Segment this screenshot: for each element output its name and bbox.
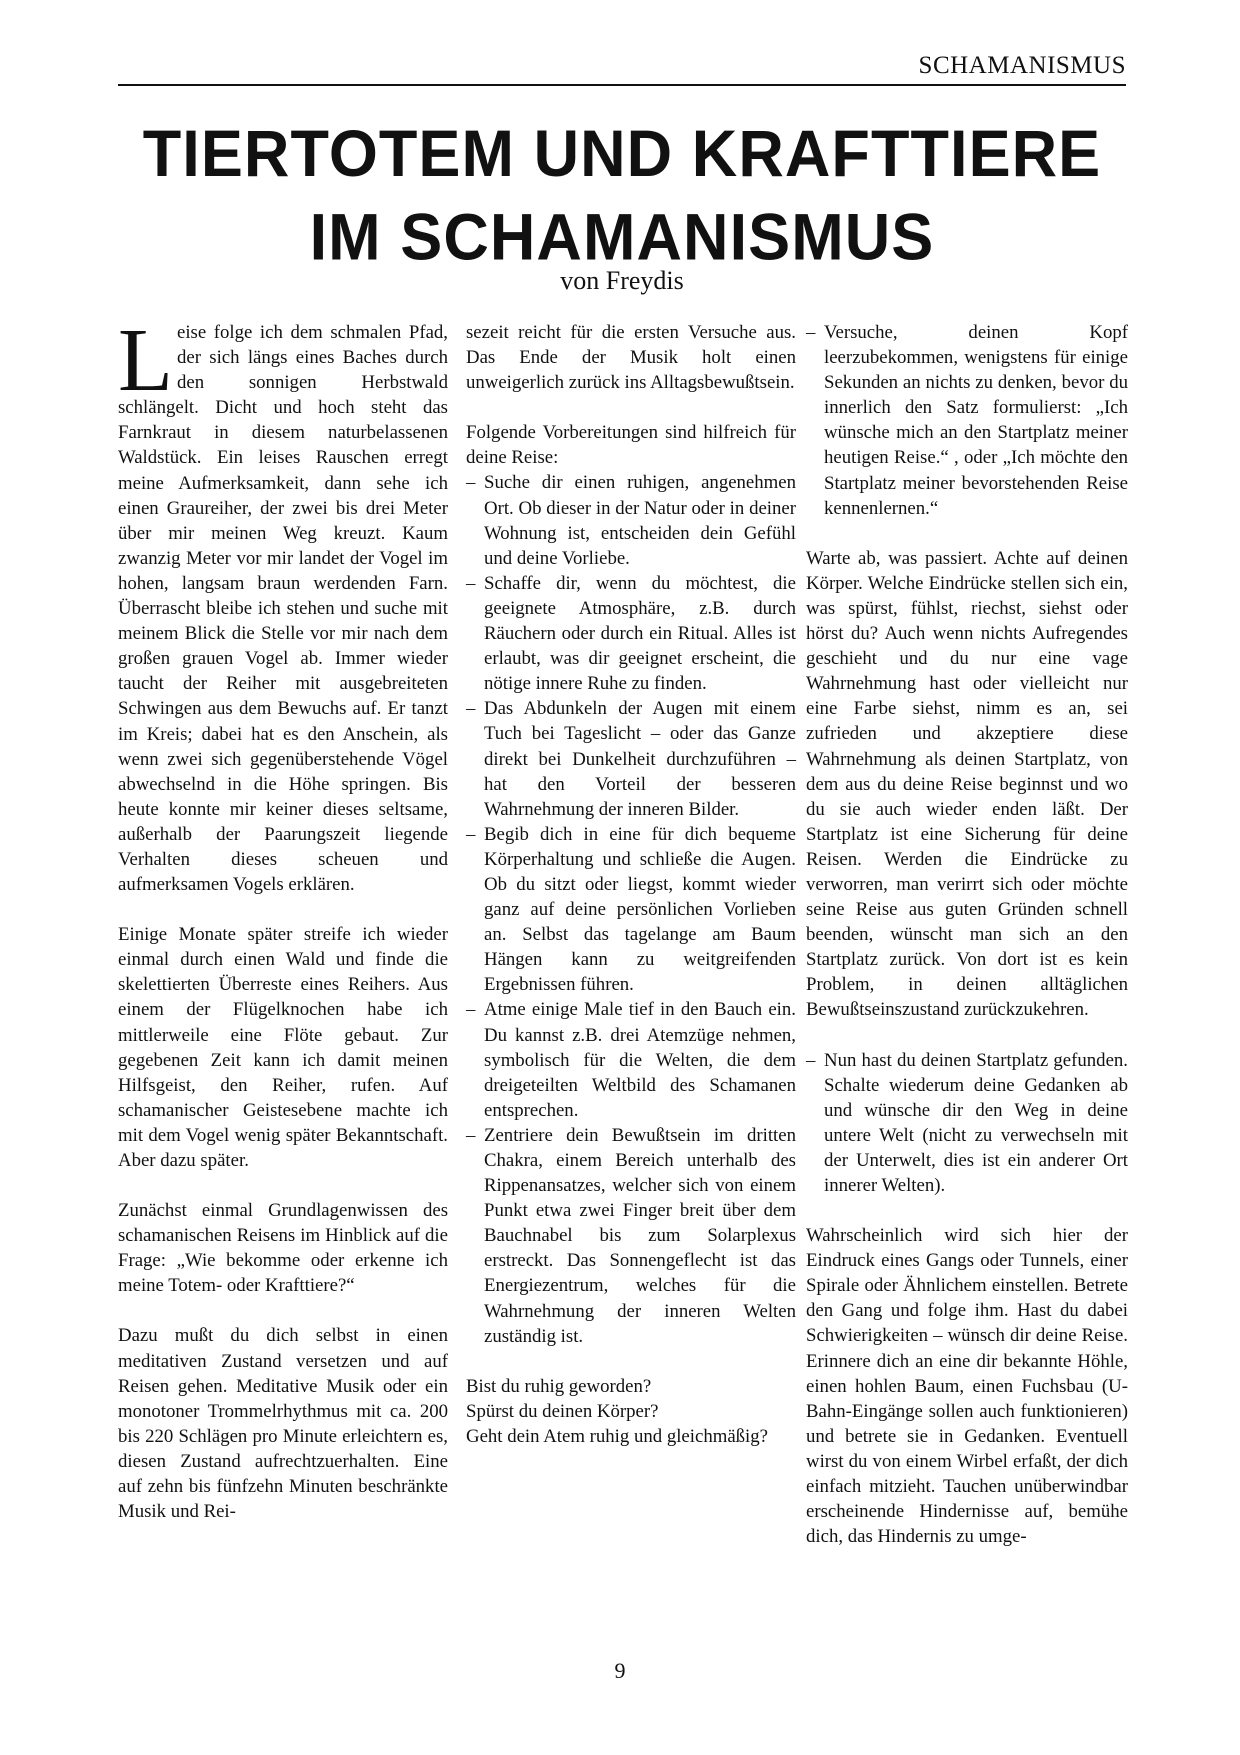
drop-cap: L — [118, 311, 173, 410]
list-item: – Schaffe dir, wenn du möchtest, die geeignete Atmosphäre, z.B. durch Räuchern oder durch ein Ritual. Alles ist erlaubt, was dir geeignet erscheint, die nötige innere Ruhe zu finden. — [466, 571, 796, 696]
list-item: – Versuche, deinen Kopf leerzubekommen, wenigstens für einige Sekunden an nichts zu denken, bevor du innerlich den Satz formulierst: „Ich wünsche mich an den Startplatz meiner heutigen Reise.“ , oder „Ich möchte den Startplatz meiner bevorstehenden Reise kennenlernen.“ — [806, 320, 1128, 521]
column-1 — [118, 311, 448, 1549]
column-3 — [806, 320, 1128, 1574]
paragraph-text: eise folge ich dem schmalen Pfad, der sich längs eines Baches durch den sonnigen Herbstwald schlängelt. Dicht und hoch steht das Farnkraut in diesem naturbelassenen Waldstück. Ein leises Rauschen erregt meine Aufmerksamkeit, dann sehe ich einen Graureiher, der zwei bis drei Meter über mir meinen Weg kreuzt. Kaum zwanzig Meter vor mir landet der Vogel im hohen, langsam braun werdenden Farn. Überrascht bleibe ich stehen und suche mit meinem Blick die Stelle vor mir nach dem großen grauen Vogel ab. Immer wieder taucht der Reiher mit ausgebreiteten Schwingen aus dem Bewuchs auf. Er tanzt im Kreis; dabei hat es den Anschein, als wenn zwei sich gegenüberstehende Vögel abwechselnd in die Höhe springen. Bis heute konnte mir keiner dieses seltsame, außerhalb der Paarungszeit liegende Verhalten dieses scheuen und aufmerksamen Vogels erklären. — [118, 322, 448, 896]
list-item: – Nun hast du deinen Startplatz gefunden. Schalte wiederum deine Gedanken ab und wünsche dir den Weg in deine untere Welt (nicht zu verwechseln mit der Unterwelt, dies ist ein anderer Ort innerer Welten). — [806, 1048, 1128, 1199]
question-line: Bist du ruhig geworden? — [466, 1375, 652, 1397]
instruction-list — [806, 320, 1128, 521]
paragraph — [118, 311, 448, 897]
list-item: – Begib dich in eine für dich bequeme Körperhaltung und schließe die Augen. Ob du sitzt oder liegst, kommt wieder ganz auf deine persönlichen Vorlieben an. Selbst das tagelange am Baum Hängen kann zu weitgreifenden Ergebnissen führen. — [466, 822, 796, 998]
instruction-list — [806, 1048, 1128, 1199]
list-item: – Zentriere dein Bewußtsein im dritten Chakra, einem Bereich unterhalb des Rippenansatzes, welcher sich von einem Punkt etwa zwei Finger breit über dem Bauchnabel bis zum Solarplexus erstreckt. Das Sonnengeflecht ist das Energiezentrum, welches für die Wahrnehmung der inneren Welten zuständig ist. — [466, 1123, 796, 1349]
article-title — [93, 112, 1151, 279]
paragraph: Warte ab, was passiert. Achte auf deinen Körper. Welche Eindrücke stellen sich ein, was spürst, fühlst, riechst, siehst oder hörst du? Auch wenn nichts Aufregendes geschieht und du nur eine vage Wahrnehmung hast oder vielleicht nur eine Farbe siehst, nimm es an, sei zufrieden und akzeptiere diese Wahrnehmung als deinen Startplatz, von dem aus du deine Reise beginnst und wo du sie auch wieder enden läßt. Der Startplatz ist eine Sicherung für deine Reisen. Werden die Eindrücke zu verworren, man verirrt sich oder möchte seine Reise aus guten Gründen schnell beenden, wünscht man sich an den Startplatz zurück. Von dort ist es kein Problem, in deinen alltäglichen Bewußtseinszustand zurückzukehren. — [806, 547, 1128, 1021]
section-label: SCHAMANISMUS — [918, 52, 1126, 79]
question-line: Spürst du deinen Körper? — [466, 1400, 659, 1422]
paragraph: Zunächst einmal Grundlagenwissen des schamanischen Reisens im Hinblick auf die Frage: „Wie bekomme oder erkenne ich meine Totem- oder Krafttiere?“ — [118, 1200, 448, 1297]
paragraph: sezeit reicht für die ersten Versuche aus. Das Ende der Musik holt einen unweigerlich zurück ins Alltagsbewußtsein. — [466, 322, 796, 394]
paragraph: Wahrscheinlich wird sich hier der Eindruck eines Gangs oder Tunnels, einer Spirale oder Ähnlichem einstellen. Betrete den Gang und folge ihm. Hast du dabei Schwierigkeiten – wünsch dir deine Reise. Erinnere dich an eine dir bekannte Höhle, einen hohlen Baum, einen Fuchsbau (U-Bahn-Eingänge sollen auch funktionieren) und betrete sie in Gedanken. Eventuell wirst du von einem Wirbel erfaßt, der dich einfach mitzieht. Tauchen unüberwindbar erscheinende Hindernisse auf, bemühe dich, das Hindernis zu umge- — [806, 1225, 1128, 1548]
list-item: – Suche dir einen ruhigen, angenehmen Ort. Ob dieser in der Natur oder in deiner Wohnung ist, entscheiden dein Gefühl und deine Vorliebe. — [466, 470, 796, 570]
question-line: Geht dein Atem ruhig und gleichmäßig? — [466, 1425, 768, 1447]
byline: von Freydis — [560, 266, 684, 295]
paragraph: Dazu mußt du dich selbst in einen meditativen Zustand versetzen und auf Reisen gehen. Meditative Musik oder ein monotoner Trommelrhythmus mit ca. 200 bis 220 Schlägen pro Minute erleichtern es, diesen Zustand aufrechtzuerhalten. Eine auf zehn bis fünfzehn Minuten beschränkte Musik und Rei- — [118, 1325, 448, 1523]
paragraph: Folgende Vorbereitungen sind hilfreich für deine Reise: — [466, 422, 796, 469]
column-2 — [466, 320, 796, 1449]
article-title-line-2: IM SCHAMANISMUS — [309, 200, 935, 274]
article-title-line-1: TIERTOTEM UND KRAFTTIERE — [142, 116, 1102, 191]
preparation-list — [466, 470, 796, 1348]
list-item: – Das Abdunkeln der Augen mit einem Tuch bei Tageslicht – oder das Ganze direkt bei Dunkelheit durchzuführen – hat den Vorteil der besseren Wahrnehmung der inneren Bilder. — [466, 696, 796, 821]
page-number: 9 — [614, 1658, 626, 1683]
header-rule — [118, 84, 1126, 86]
paragraph: Einige Monate später streife ich wieder einmal durch einen Wald und finde die skelettierten Überreste eines Reihers. Aus einem der Flügelknochen habe ich mittlerweile eine Flöte gebaut. Zur gegebenen Zeit kann ich damit meinen Hilfsgeist, den Reiher, rufen. Auf schamanischer Geistesebene machte ich mit dem Vogel wenig später Bekanntschaft. Aber dazu später. — [118, 924, 448, 1171]
list-item: – Atme einige Male tief in den Bauch ein. Du kannst z.B. drei Atemzüge nehmen, symbolisch für die Welten, die dem dreigeteilten Weltbild des Schamanen entsprechen. — [466, 997, 796, 1122]
